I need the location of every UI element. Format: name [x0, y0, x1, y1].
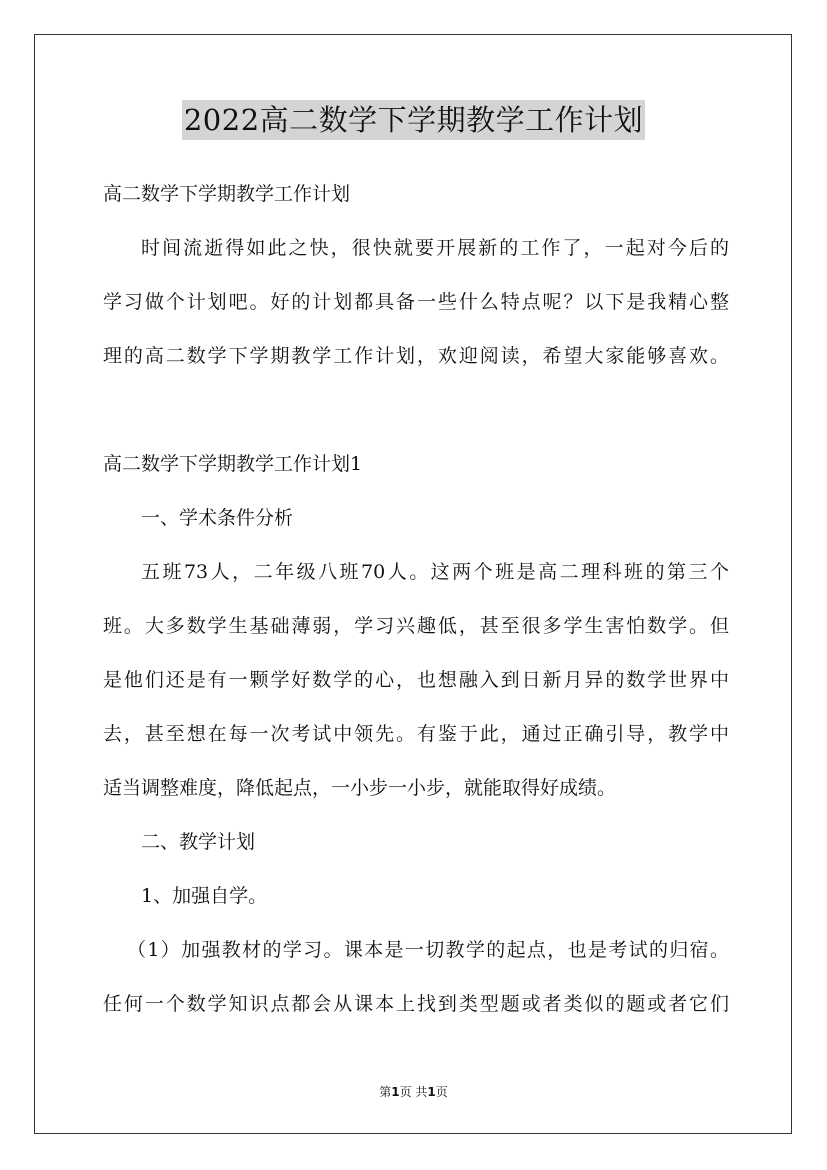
intro-line-1: 时间流逝得如此之快，很快就要开展新的工作了，一起对今后的: [141, 237, 729, 259]
title-wrap: [0, 100, 827, 140]
footer-total-pages: 1: [427, 1085, 436, 1099]
para1-line-4: 去，甚至想在每一次考试中领先。有鉴于此，通过正确引导，教学中: [103, 723, 729, 745]
footer-prefix: 第: [379, 1085, 392, 1099]
intro-line-3: 理的高二数学下学期教学工作计划，欢迎阅读，希望大家能够喜欢。: [103, 345, 729, 367]
heading-plan: 二、教学计划: [141, 831, 256, 853]
heading-analysis: 一、学术条件分析: [141, 507, 294, 529]
document-body: [103, 174, 729, 1038]
section-title: 高二数学下学期教学工作计划1: [103, 453, 363, 475]
para2-line-1: （1）加强教材的学习。课本是一切教学的起点，也是考试的归宿。: [127, 939, 729, 961]
item-self-study: 1、加强自学。: [141, 885, 268, 907]
intro-line-2: 学习做个计划吧。好的计划都具备一些什么特点呢？以下是我精心整: [103, 291, 729, 313]
page-footer: [0, 1084, 827, 1100]
para2-line-2: 任何一个数学知识点都会从课本上找到类型题或者类似的题或者它们: [103, 993, 729, 1015]
footer-mid: 页 共: [399, 1085, 428, 1099]
document-title: 2022高二数学下学期教学工作计划: [182, 100, 645, 140]
para1-line-2: 班。大多数学生基础薄弱，学习兴趣低，甚至很多学生害怕数学。但: [103, 615, 729, 637]
document-subtitle: 高二数学下学期教学工作计划: [103, 183, 351, 205]
para1-line-3: 是他们还是有一颗学好数学的心，也想融入到日新月异的数学世界中: [103, 669, 729, 691]
footer-current-page: 1: [391, 1085, 400, 1099]
para1-line-1: 五班73人，二年级八班70人。这两个班是高二理科班的第三个: [141, 561, 729, 583]
footer-suffix: 页: [435, 1085, 448, 1099]
para1-line-5: 适当调整难度，降低起点，一小步一小步，就能取得好成绩。: [103, 777, 617, 799]
